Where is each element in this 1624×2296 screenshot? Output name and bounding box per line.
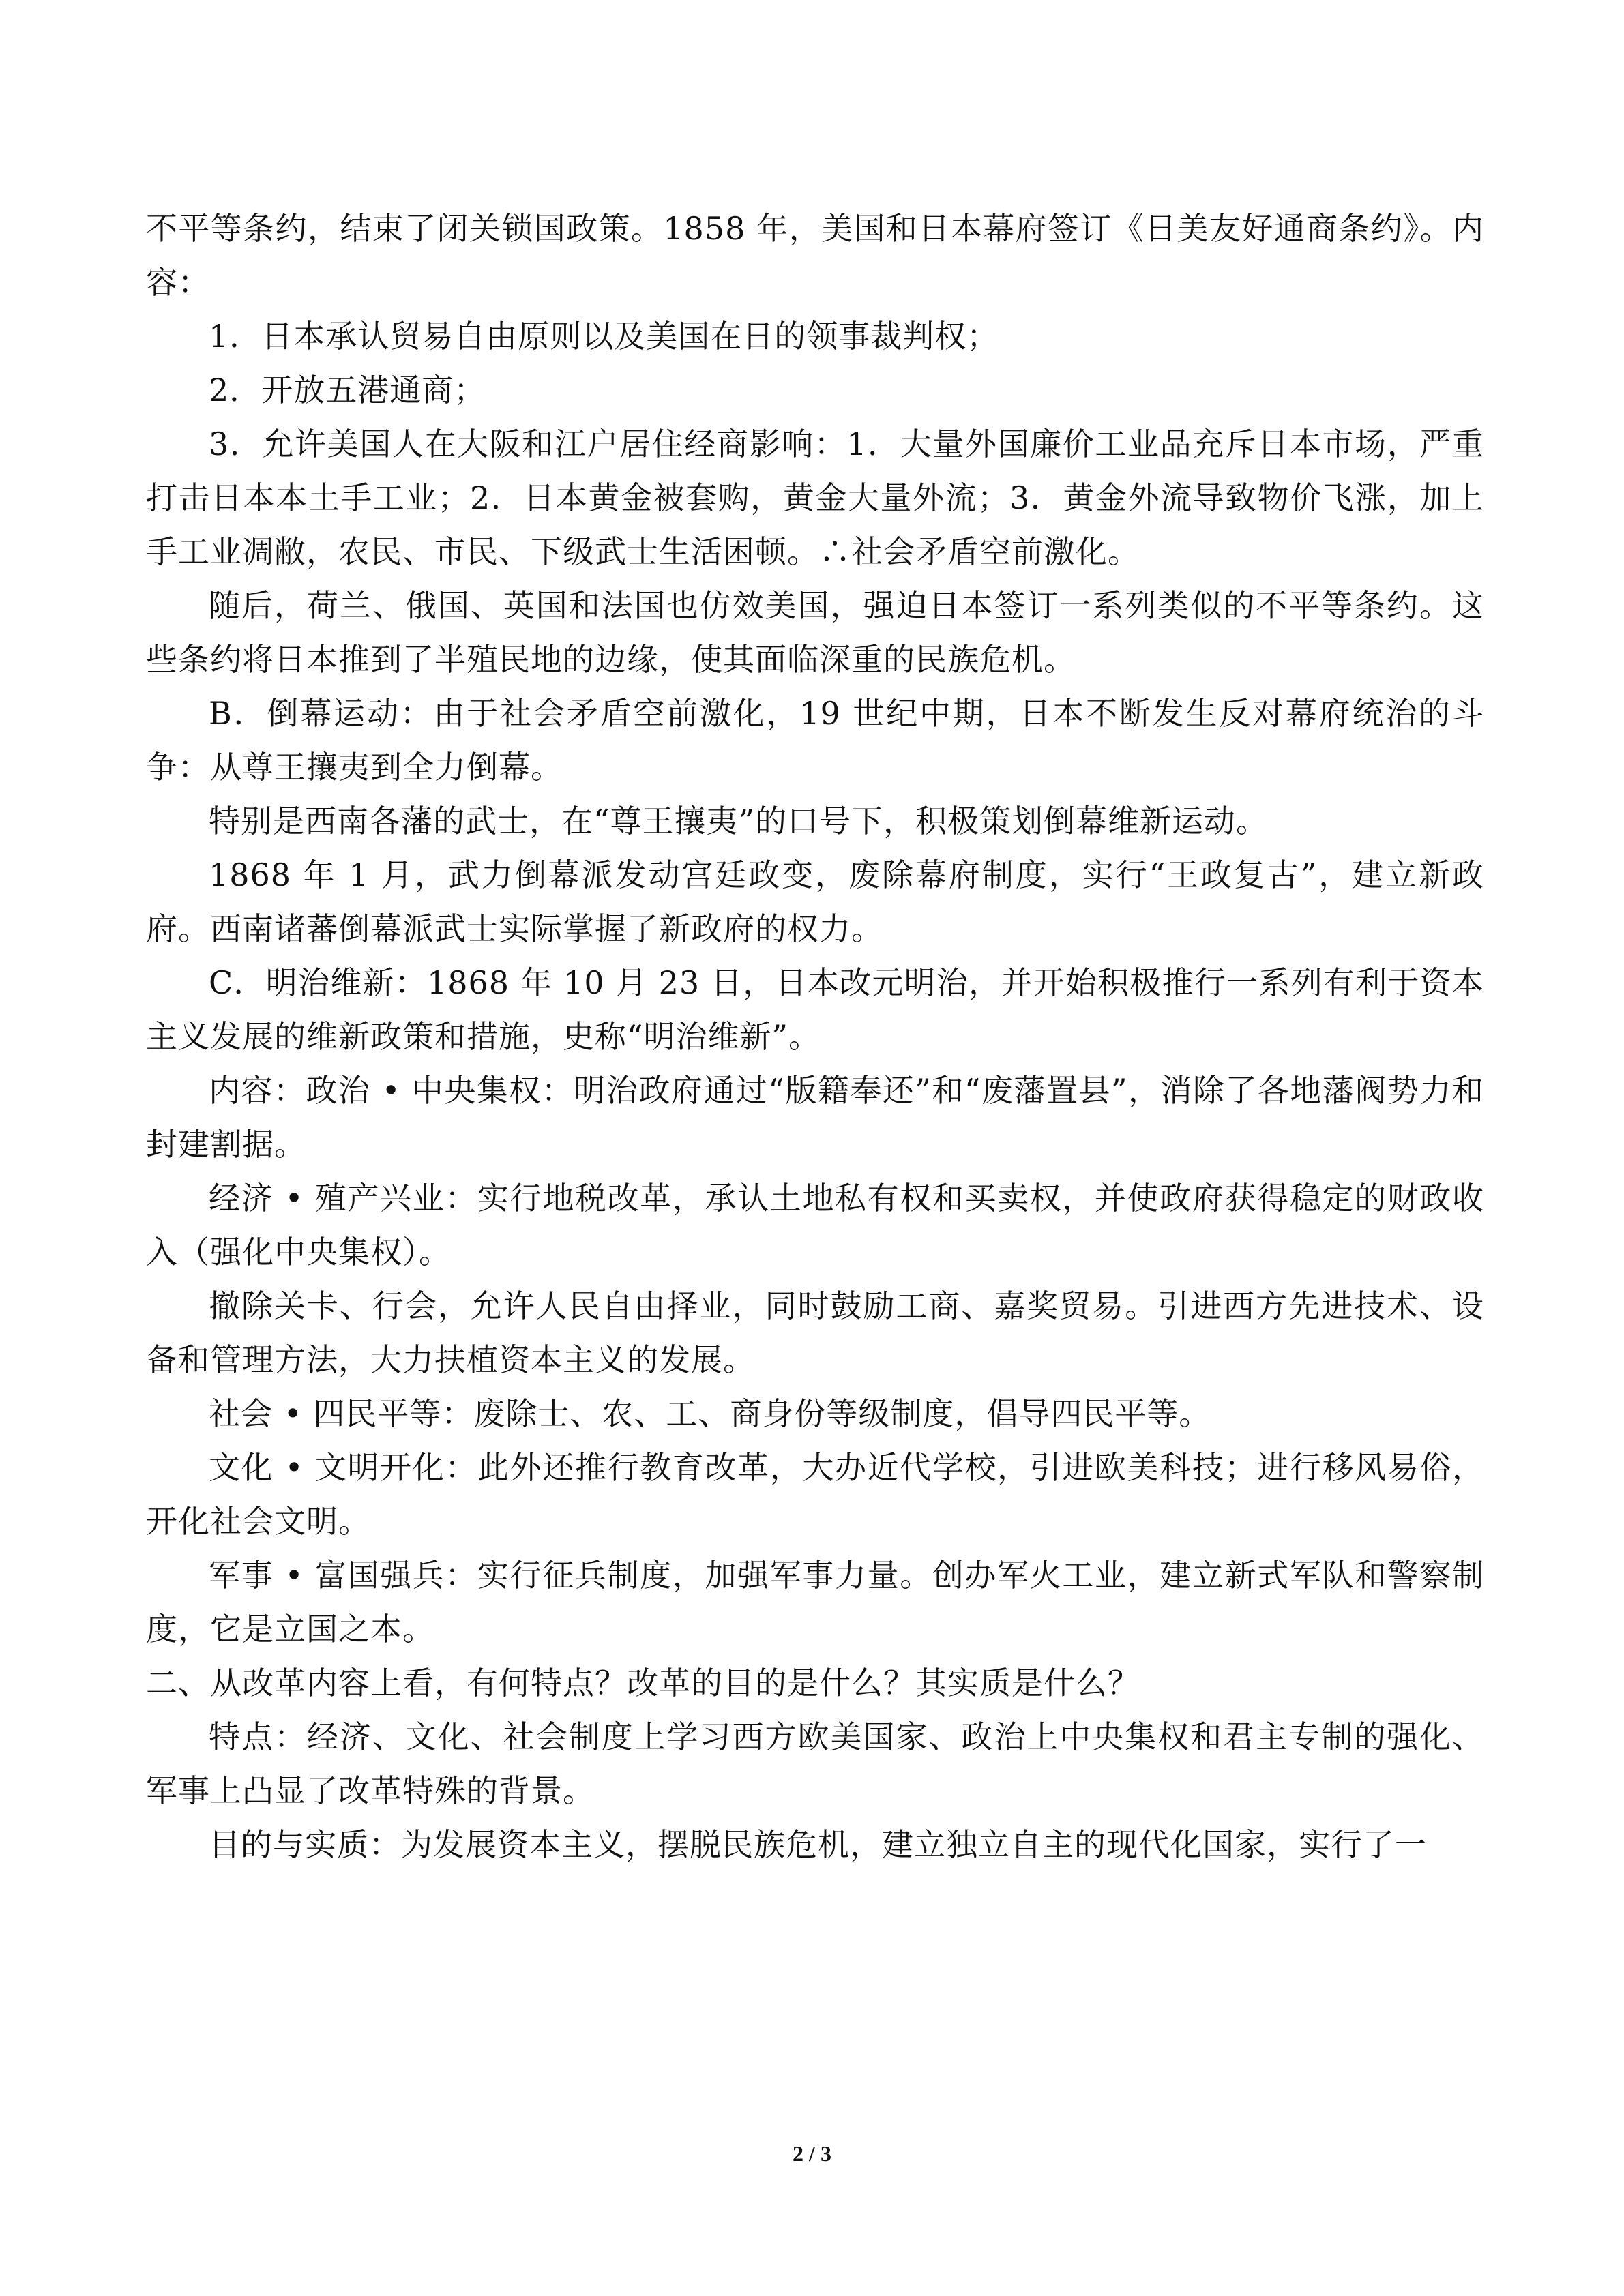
paragraph-02: 1．日本承认贸易自由原则以及美国在日的领事裁判权；: [209, 318, 999, 355]
paragraph-03: 2．开放五港通商；: [209, 372, 486, 408]
page-number: 2 / 3: [793, 2141, 831, 2166]
paragraph-04: 3．允许美国人在大阪和江户居住经商影响：1．大量外国廉价工业品充斥日本市场，严重打击日本本土手工业；2．日本黄金被套购，黄金大量外流；3．黄金外流导致物价飞涨，加上手工业凋敝，农民、市民、下级武士生活困顿。∴社会矛盾空前激化。: [146, 426, 1484, 570]
document-body: [146, 202, 1484, 1872]
paragraph-01: 不平等条约，结束了闭关锁国政策。1858 年，美国和日本幕府签订《日美友好通商条约》。内容：: [146, 210, 1484, 301]
paragraph-06: B．倒幕运动：由于社会矛盾空前激化，19 世纪中期，日本不断发生反对幕府统治的斗争：从尊王攘夷到全力倒幕。: [146, 695, 1484, 786]
paragraph-09: C．明治维新：1868 年 10 月 23 日，日本改元明治，并开始积极推行一系列有利于资本主义发展的维新政策和措施，史称“明治维新”。: [146, 964, 1484, 1055]
paragraph-14: 文化 • 文明开化：此外还推行教育改革，大办近代学校，引进欧美科技；进行移风易俗，开化社会文明。: [146, 1449, 1484, 1540]
section-heading-2: 二、从改革内容上看，有何特点？改革的目的是什么？其实质是什么？: [146, 1665, 1140, 1701]
paragraph-17: 特点：经济、文化、社会制度上学习西方欧美国家、政治上中央集权和君主专制的强化、军事上凸显了改革特殊的背景。: [146, 1718, 1484, 1809]
paragraph-18: 目的与实质：为发展资本主义，摆脱民族危机，建立独立自主的现代化国家，实行了一: [209, 1826, 1427, 1863]
paragraph-12: 撤除关卡、行会，允许人民自由择业，同时鼓励工商、嘉奖贸易。引进西方先进技术、设备和管理方法，大力扶植资本主义的发展。: [146, 1287, 1484, 1378]
paragraph-15: 军事 • 富国强兵：实行征兵制度，加强军事力量。创办军火工业，建立新式军队和警察制度，它是立国之本。: [146, 1557, 1484, 1648]
paragraph-13: 社会 • 四民平等：废除士、农、工、商身份等级制度，倡导四民平等。: [209, 1395, 1211, 1432]
paragraph-07: 特别是西南各藩的武士，在“尊王攘夷”的口号下，积极策划倒幕维新运动。: [209, 803, 1269, 839]
paragraph-10: 内容：政治 • 中央集权：明治政府通过“版籍奉还”和“废藩置县”，消除了各地藩阀势力和封建割据。: [146, 1072, 1484, 1163]
paragraph-08: 1868 年 1 月，武力倒幕派发动宫廷政变，废除幕府制度，实行“王政复古”，建立新政府。西南诸蕃倒幕派武士实际掌握了新政府的权力。: [146, 856, 1484, 947]
paragraph-05: 随后，荷兰、俄国、英国和法国也仿效美国，强迫日本签订一系列类似的不平等条约。这些条约将日本推到了半殖民地的边缘，使其面临深重的民族危机。: [146, 587, 1484, 678]
paragraph-11: 经济 • 殖产兴业：实行地税改革，承认土地私有权和买卖权，并使政府获得稳定的财政收入（强化中央集权）。: [146, 1180, 1484, 1270]
